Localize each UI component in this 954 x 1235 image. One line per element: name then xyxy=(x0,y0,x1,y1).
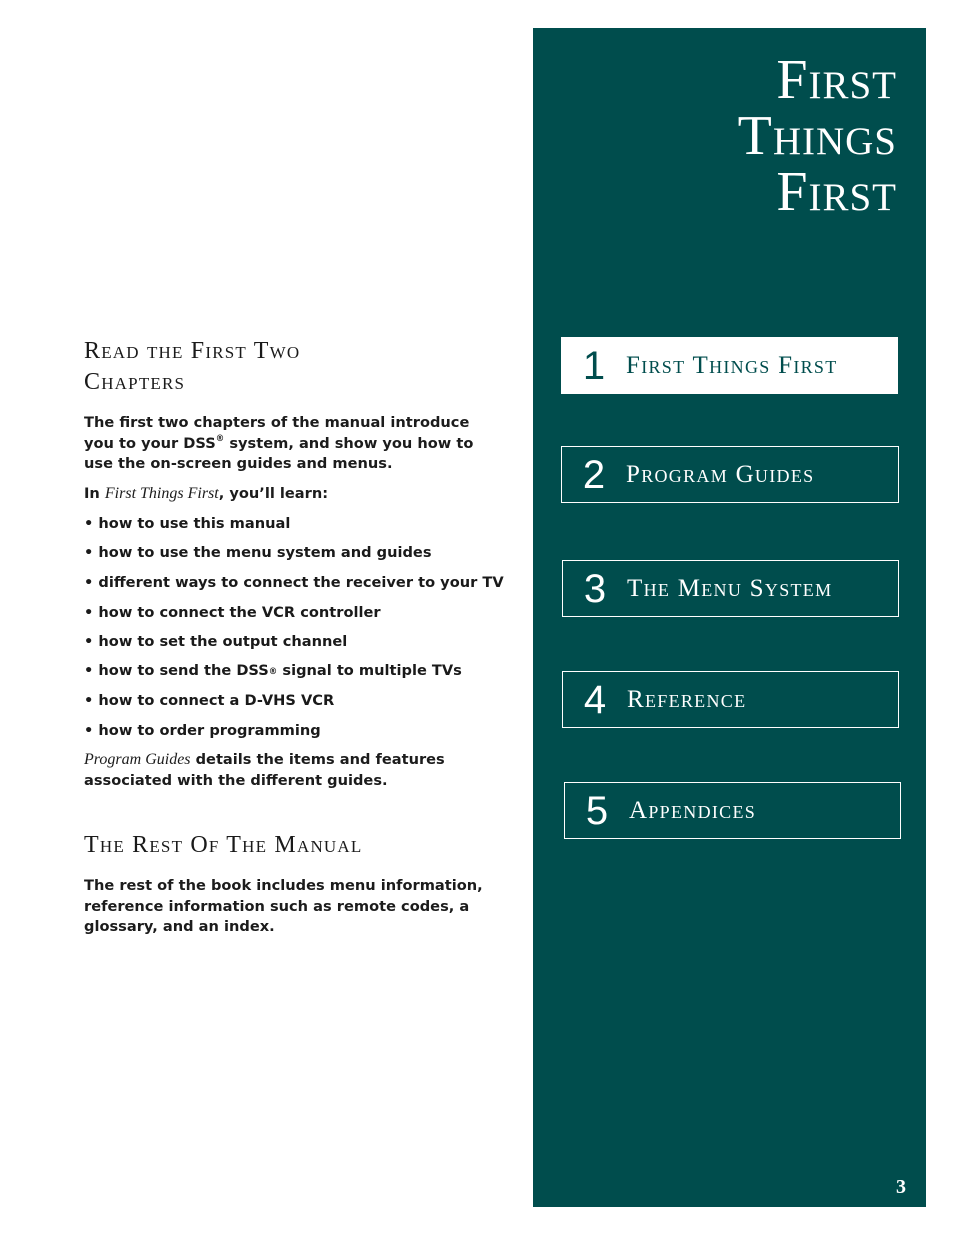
list-item: • how to use the menu system and guides xyxy=(84,544,432,561)
chapter-label: Program Guides xyxy=(626,460,815,488)
chapter-number: 5 xyxy=(585,788,609,833)
chapter-tab-3[interactable] xyxy=(562,560,899,617)
chapter-number: 2 xyxy=(582,452,606,497)
chapter-tab-5[interactable] xyxy=(564,782,901,839)
list-item: • different ways to connect the receiver to your TV xyxy=(84,574,504,591)
list-item: • how to send the DSS® signal to multiple TVs xyxy=(84,662,462,679)
intro-paragraph: The first two chapters of the manual introduce you to your DSS® system, and show you how to use the on-screen guides and menus. xyxy=(84,414,474,472)
list-item: • how to connect the VCR controller xyxy=(84,604,381,621)
guides-paragraph: Program Guides details the items and features associated with the different guides. xyxy=(84,751,445,789)
chapter-label: Reference xyxy=(627,685,747,713)
chapter-number: 3 xyxy=(583,566,607,611)
chapter-tab-2[interactable] xyxy=(561,446,899,503)
chapter-number: 4 xyxy=(583,677,607,722)
chapter-label: The Menu System xyxy=(627,574,833,602)
chapter-number: 1 xyxy=(582,343,606,388)
list-item: • how to connect a D-VHS VCR xyxy=(84,692,335,709)
chapter-tab-4[interactable] xyxy=(562,671,899,728)
chapter-label: First Things First xyxy=(626,351,838,379)
learn-intro: In First Things First, you’ll learn: xyxy=(84,485,329,502)
chapter-label: Appendices xyxy=(629,796,757,824)
section-heading-read-first: Read the First Two Chapters xyxy=(84,338,301,395)
chapter-title: First Things First xyxy=(737,49,897,223)
chapter-sidebar xyxy=(533,28,926,1207)
chapter-tab-1[interactable] xyxy=(561,337,898,394)
list-item: • how to order programming xyxy=(84,722,321,739)
rest-paragraph: The rest of the book includes menu information, reference information such as remote codes, a glossary, and an index. xyxy=(84,877,483,935)
section-heading-rest-of-manual: The Rest Of The Manual xyxy=(84,832,363,858)
page-number: 3 xyxy=(896,1176,906,1198)
list-item: • how to set the output channel xyxy=(84,633,348,650)
list-item: • how to use this manual xyxy=(84,515,291,532)
